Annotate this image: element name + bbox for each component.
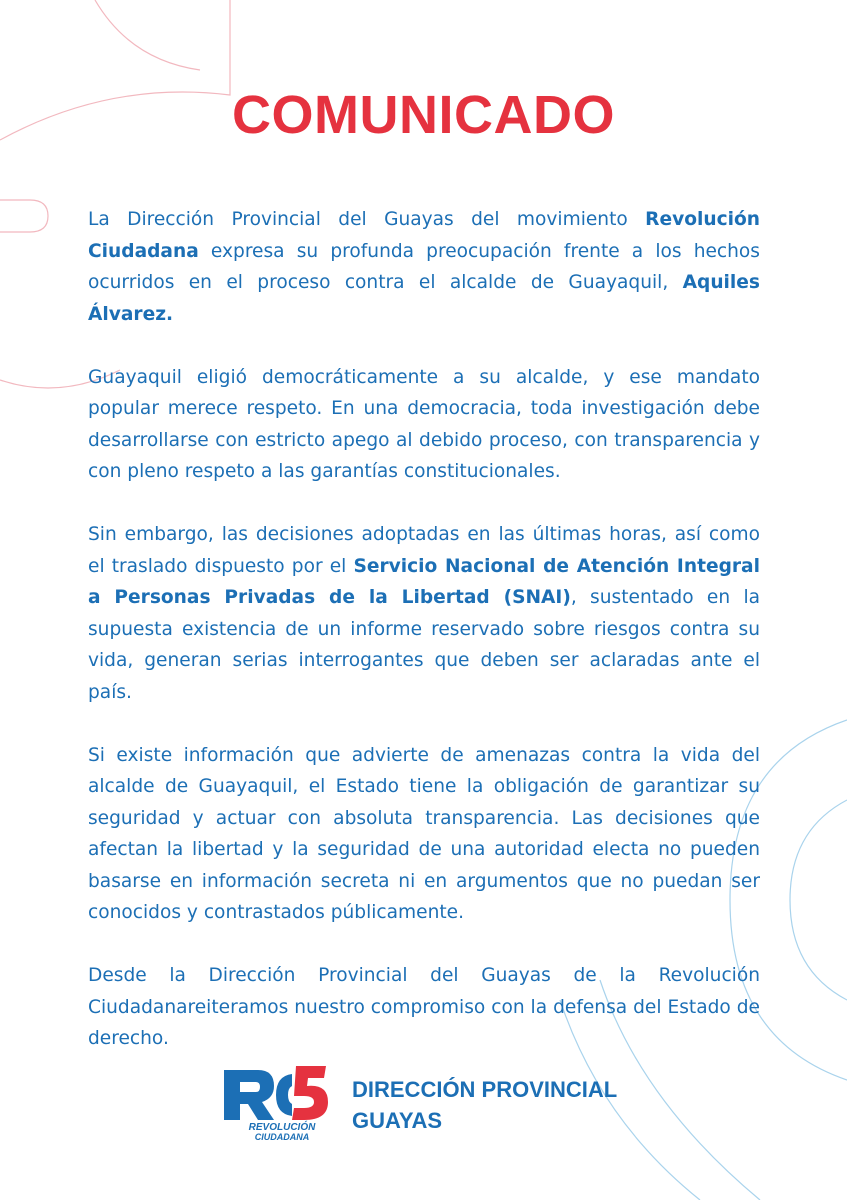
paragraph-text: Sin embargo, las decisiones adoptadas en las últimas horas, así como el traslado dispuesto por el [88,524,760,577]
paragraph-text: Si existe información que advierte de amenazas contra la vida del alcalde de Guayaquil, el Estado tiene la obligación de garantizar su seguridad y actuar con absoluta transparencia. Las decisiones que afectan la libertad y la seguridad de una autoridad electa no pueden basarse en información secreta ni en argumentos que no puedan ser conocidos y contrastados públicamente. [88,744,760,923]
statement-paragraph [88,960,760,1055]
paragraph-text: , sustentado en la supuesta existencia de un informe reservado sobre riesgos contra su vida, generan serias interrogantes que deben ser aclaradas ante el país. [88,587,760,703]
logo-text-line2: CIUDADANA [254,1132,310,1142]
logo-c-shape [276,1074,292,1116]
page-title: COMUNICADO [232,85,615,145]
statement-body [88,204,760,1086]
logo-text-line1: REVOLUCIÓN [248,1122,316,1133]
statement-paragraph [88,204,760,330]
deco-pink-top [95,0,200,70]
paragraph-text: Desde la Dirección Provincial del Guayas de la Revolución Ciudadanareiteramos nuestro compromiso con la defensa del Estado de derecho. [88,965,760,1049]
paragraph-text: expresa su profunda preocupación frente a los hechos ocurridos en el proceso contra el alcalde de Guayaquil, [88,240,760,293]
paragraph-text: La Dirección Provincial del Guayas del movimiento [88,209,646,230]
emphasized-text: Servicio Nacional de Atención Integral a Personas Privadas de la Libertad (SNAI) [88,555,760,608]
statement-paragraph [88,519,760,708]
statement-paragraph [88,740,760,929]
statement-paragraph [88,362,760,488]
footer-line2: GUAYAS [352,1108,443,1133]
logo-5-shape [292,1066,328,1120]
deco-blue-inner [790,800,847,1000]
deco-pink-loop [0,200,48,232]
revolucion-ciudadana-logo [218,1062,338,1142]
logo-r-shape [224,1070,274,1120]
emphasized-text: Aquiles Álvarez. [88,272,760,325]
paragraph-text: Guayaquil eligió democráticamente a su alcalde, y ese mandato popular merece respeto. En una democracia, toda investigación debe desarrollarse con estricto apego al debido proceso, con transparencia y con pleno respeto a las garantías constitucionales. [88,366,760,482]
emphasized-text: Revolución Ciudadana [88,209,760,262]
footer-org-name [352,1074,617,1136]
footer-line1: DIRECCIÓN PROVINCIAL [352,1077,618,1102]
